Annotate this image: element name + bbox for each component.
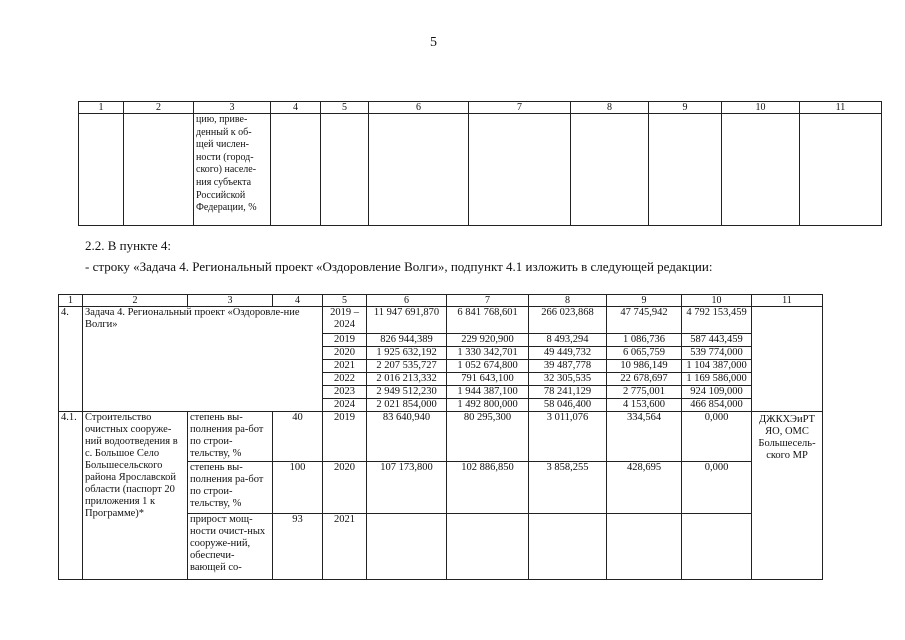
value-cell: 11 947 691,870 — [367, 307, 447, 334]
value-cell: 8 493,294 — [529, 334, 607, 347]
value-cell: 0,000 — [682, 462, 752, 514]
indicator-value: 100 — [273, 462, 323, 514]
year-cell: 2023 — [323, 386, 367, 399]
header-cell: 1 — [59, 295, 83, 307]
table-cell — [124, 114, 194, 226]
header-cell: 2 — [124, 102, 194, 114]
subtask-row — [59, 412, 823, 462]
value-cell: 47 745,942 — [607, 307, 682, 334]
table-cell — [649, 114, 722, 226]
header-cell: 2 — [83, 295, 188, 307]
value-cell: 80 295,300 — [447, 412, 529, 462]
value-cell: 791 643,100 — [447, 373, 529, 386]
value-cell: 0,000 — [682, 412, 752, 462]
value-cell: 2 775,001 — [607, 386, 682, 399]
value-cell: 39 487,778 — [529, 360, 607, 373]
header-cell: 1 — [79, 102, 124, 114]
value-cell: 83 640,940 — [367, 412, 447, 462]
year-cell: 2024 — [323, 399, 367, 412]
indicator-text-cell: цию, приве-денный к об-щей числен-ности (город-ского) населе-ния субъекта Российской Федерации, % — [194, 114, 271, 226]
section-heading: 2.2. В пункте 4: — [85, 238, 172, 253]
instruction-text: - строку «Задача 4. Региональный проект «Оздоровление Волги», подпункт 4.1 изложить в следующей редакции: — [85, 259, 713, 274]
value-cell: 1 944 387,100 — [447, 386, 529, 399]
header-cell: 11 — [752, 295, 823, 307]
executor-cell: ДЖКХЭиРТ ЯО, ОМС Большесель-ского МР — [752, 412, 823, 580]
header-cell: 7 — [469, 102, 571, 114]
year-cell: 2019 — [323, 334, 367, 347]
value-cell: 428,695 — [607, 462, 682, 514]
year-cell: 2021 — [323, 514, 367, 580]
indicator-cell: прирост мощ-ности очист-ных сооруже-ний, обеспечи-вающей со- — [188, 514, 273, 580]
header-cell: 9 — [607, 295, 682, 307]
value-cell: 49 449,732 — [529, 347, 607, 360]
year-cell: 2019 – 2024 — [323, 307, 367, 334]
value-cell: 1 052 674,800 — [447, 360, 529, 373]
header-cell: 3 — [194, 102, 271, 114]
value-cell: 32 305,535 — [529, 373, 607, 386]
header-cell: 7 — [447, 295, 529, 307]
value-cell: 10 986,149 — [607, 360, 682, 373]
header-cell: 10 — [722, 102, 800, 114]
year-cell: 2020 — [323, 347, 367, 360]
value-cell — [682, 514, 752, 580]
table-cell — [752, 307, 823, 412]
value-cell: 1 492 800,000 — [447, 399, 529, 412]
value-cell: 4 153,600 — [607, 399, 682, 412]
header-cell: 9 — [649, 102, 722, 114]
indicator-cell: степень вы-полнения ра-бот по строи-тельству, % — [188, 462, 273, 514]
table-cell — [271, 114, 321, 226]
header-cell: 3 — [188, 295, 273, 307]
year-cell: 2022 — [323, 373, 367, 386]
header-cell: 10 — [682, 295, 752, 307]
value-cell: 6 841 768,601 — [447, 307, 529, 334]
value-cell: 6 065,759 — [607, 347, 682, 360]
header-cell: 6 — [367, 295, 447, 307]
task-total-row — [59, 307, 823, 334]
value-cell: 4 792 153,459 — [682, 307, 752, 334]
header-cell: 8 — [529, 295, 607, 307]
page-number: 5 — [430, 35, 437, 50]
subtask-number: 4.1. — [59, 412, 83, 580]
value-cell — [447, 514, 529, 580]
value-cell — [607, 514, 682, 580]
table-cell — [722, 114, 800, 226]
table-cell — [79, 114, 124, 226]
header-cell: 4 — [273, 295, 323, 307]
value-cell — [529, 514, 607, 580]
value-cell: 107 173,800 — [367, 462, 447, 514]
table-row — [79, 114, 882, 226]
value-cell: 22 678,697 — [607, 373, 682, 386]
indicator-cell: степень вы-полнения ра-бот по строи-тельству, % — [188, 412, 273, 462]
continuation-table — [78, 101, 882, 226]
value-cell: 3 858,255 — [529, 462, 607, 514]
value-cell: 1 330 342,701 — [447, 347, 529, 360]
header-cell: 11 — [800, 102, 882, 114]
table-header-row — [79, 102, 882, 114]
value-cell: 334,564 — [607, 412, 682, 462]
value-cell: 78 241,129 — [529, 386, 607, 399]
table-cell — [800, 114, 882, 226]
value-cell: 2 207 535,727 — [367, 360, 447, 373]
value-cell: 466 854,000 — [682, 399, 752, 412]
task-title: Задача 4. Региональный проект «Оздоровле-ние Волги» — [83, 307, 323, 412]
header-cell: 5 — [321, 102, 369, 114]
value-cell: 3 011,076 — [529, 412, 607, 462]
value-cell: 587 443,459 — [682, 334, 752, 347]
value-cell: 58 046,400 — [529, 399, 607, 412]
subtask-title: Строительство очистных сооруже-ний водоотведения в с. Большое Село Большесельского района Ярославской области (паспорт 20 приложения 1 к Программе)* — [83, 412, 188, 580]
header-cell: 5 — [323, 295, 367, 307]
value-cell — [367, 514, 447, 580]
value-cell: 102 886,850 — [447, 462, 529, 514]
value-cell: 229 920,900 — [447, 334, 529, 347]
value-cell: 924 109,000 — [682, 386, 752, 399]
indicator-value: 93 — [273, 514, 323, 580]
year-cell: 2019 — [323, 412, 367, 462]
table-cell — [369, 114, 469, 226]
table-header-row — [59, 295, 823, 307]
value-cell: 539 774,000 — [682, 347, 752, 360]
year-cell: 2021 — [323, 360, 367, 373]
table-cell — [469, 114, 571, 226]
indicator-value: 40 — [273, 412, 323, 462]
value-cell: 826 944,389 — [367, 334, 447, 347]
table-cell — [321, 114, 369, 226]
value-cell: 266 023,868 — [529, 307, 607, 334]
year-cell: 2020 — [323, 462, 367, 514]
task-number: 4. — [59, 307, 83, 412]
value-cell: 2 949 512,230 — [367, 386, 447, 399]
value-cell: 1 104 387,000 — [682, 360, 752, 373]
value-cell: 2 016 213,332 — [367, 373, 447, 386]
value-cell: 1 169 586,000 — [682, 373, 752, 386]
table-cell — [571, 114, 649, 226]
value-cell: 1 925 632,192 — [367, 347, 447, 360]
header-cell: 6 — [369, 102, 469, 114]
header-cell: 8 — [571, 102, 649, 114]
value-cell: 2 021 854,000 — [367, 399, 447, 412]
value-cell: 1 086,736 — [607, 334, 682, 347]
program-table — [58, 294, 823, 580]
header-cell: 4 — [271, 102, 321, 114]
